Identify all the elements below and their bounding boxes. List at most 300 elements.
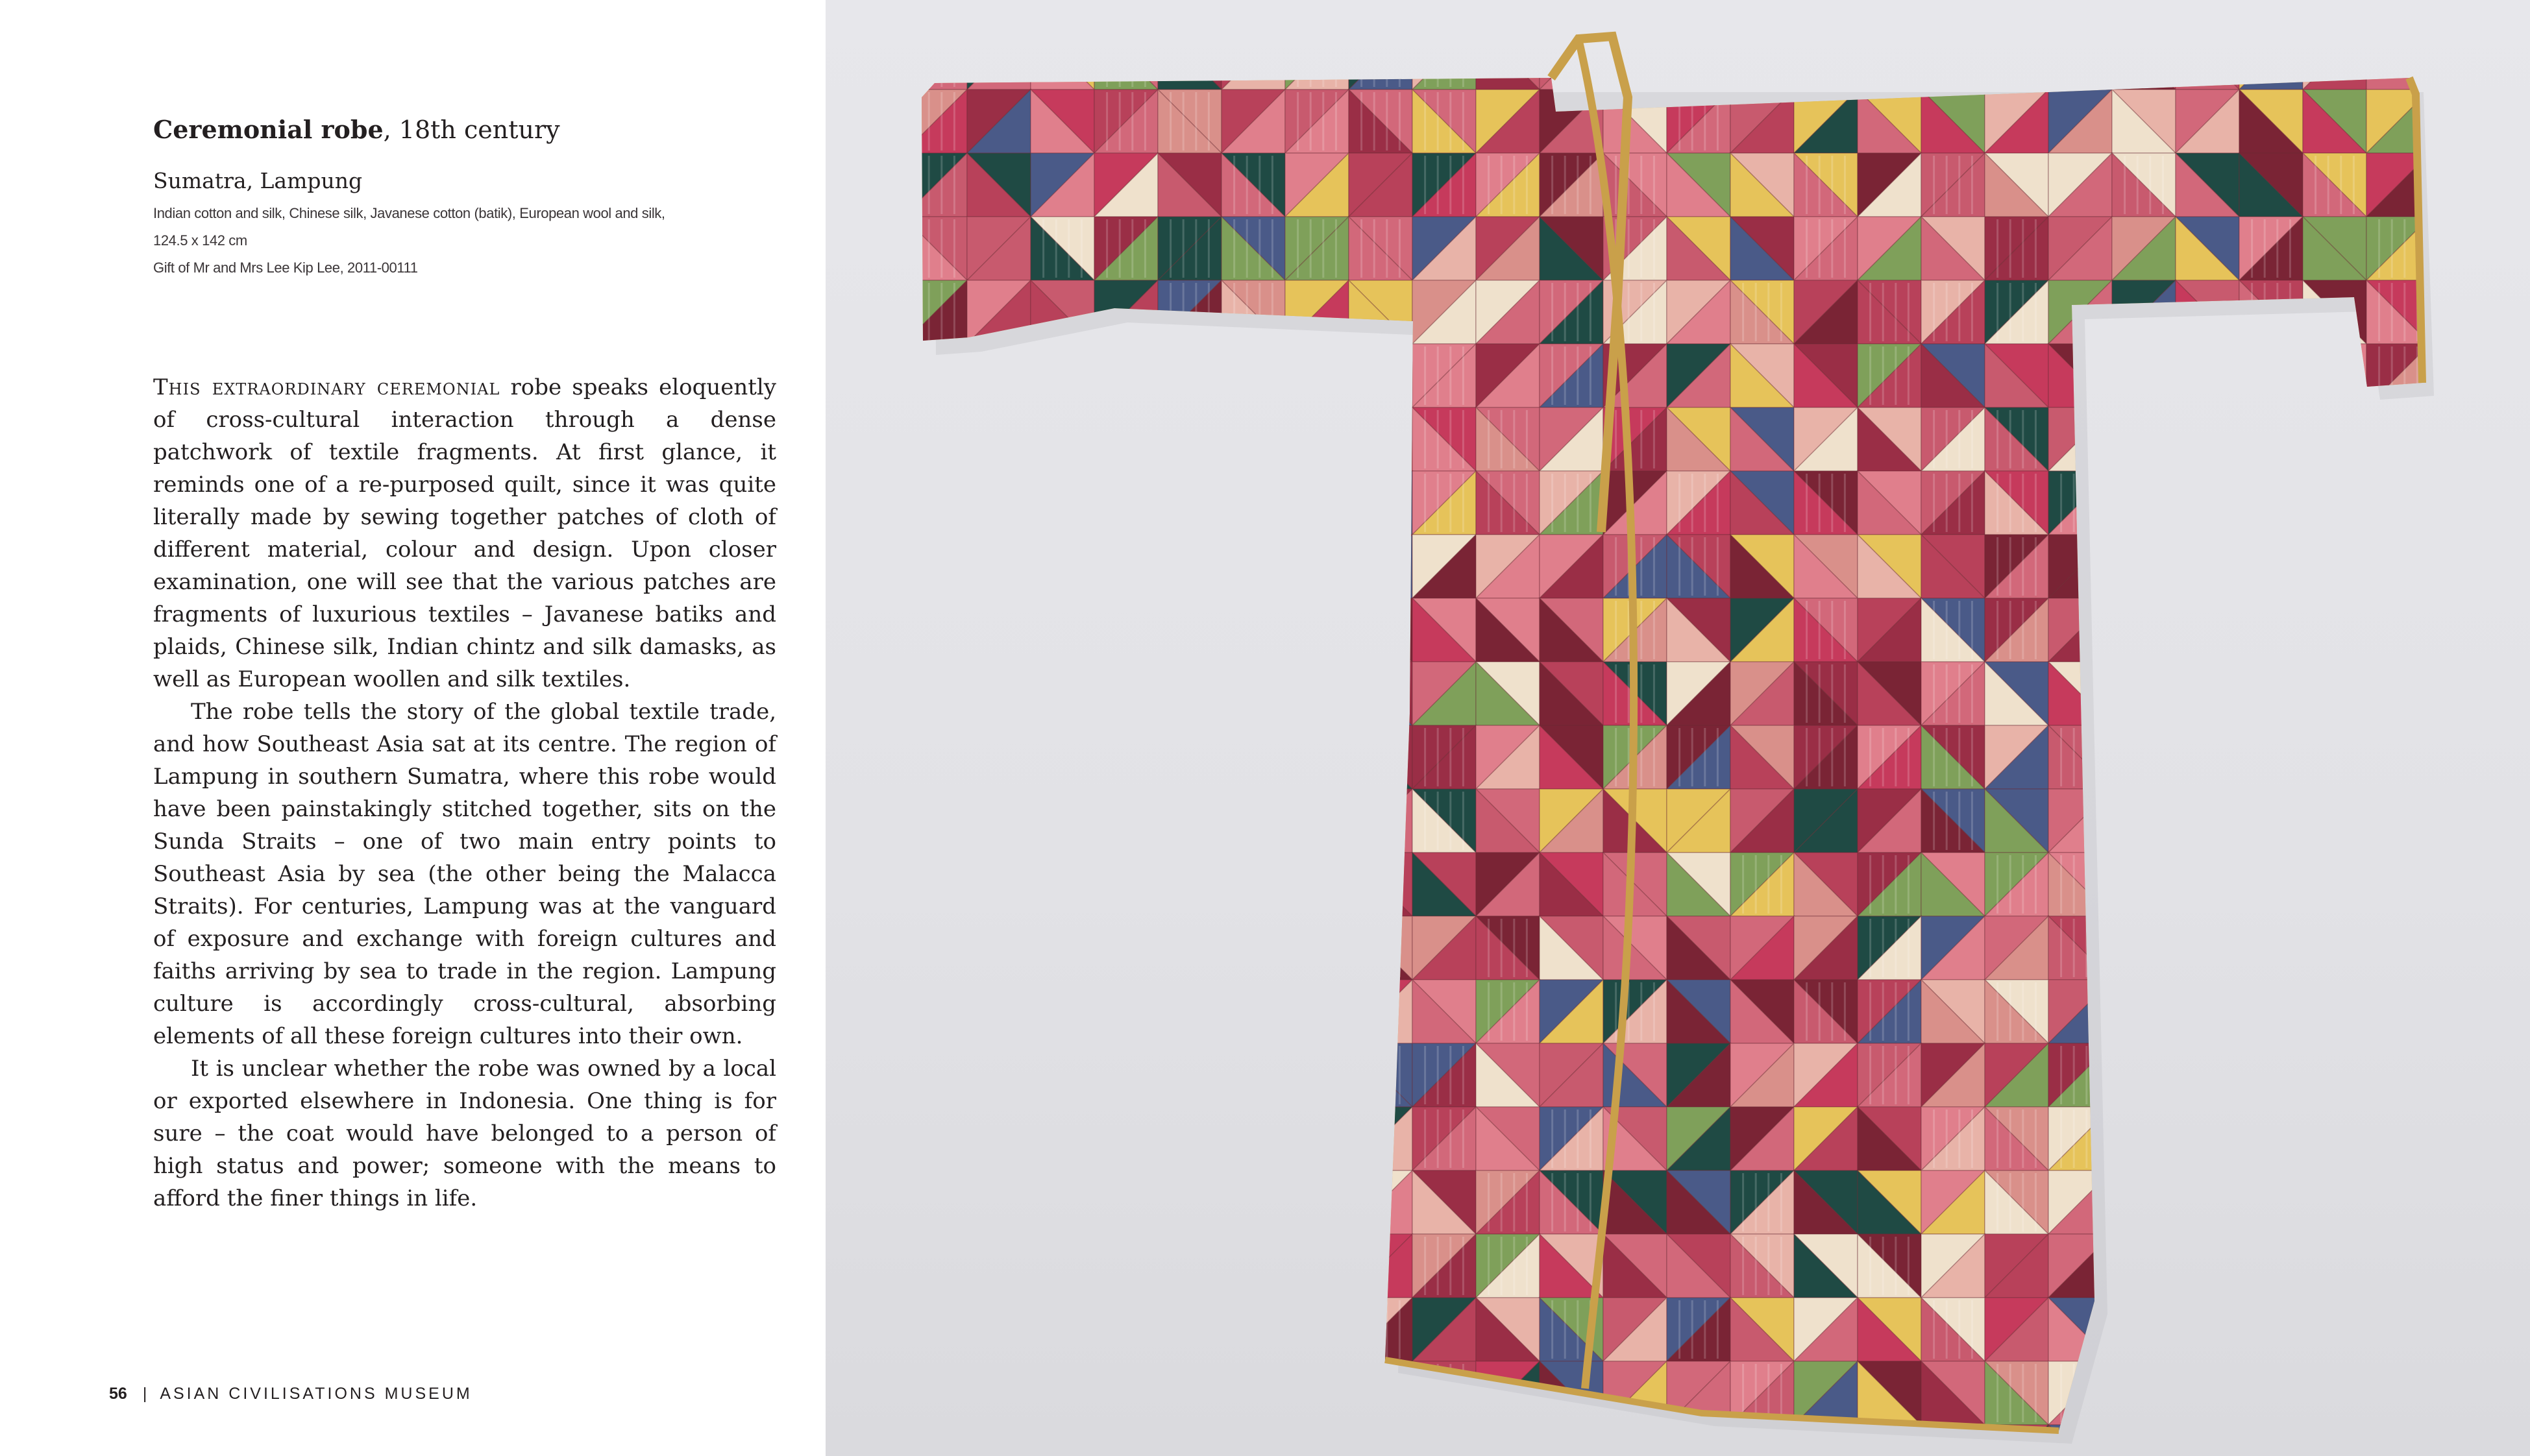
patch-triangle: [2239, 980, 2303, 1043]
patch-triangle: [1222, 853, 1285, 916]
patch-triangle: [2112, 980, 2176, 1043]
patch-triangle: [2176, 1107, 2239, 1171]
patch-triangle: [1222, 789, 1285, 853]
patch-triangle: [1158, 853, 1222, 916]
patch-triangle: [1094, 471, 1158, 535]
patch-triangle: [2239, 407, 2303, 471]
patch-triangle: [967, 1425, 1031, 1456]
patch-triangle: [1285, 471, 1349, 535]
object-caption: [153, 112, 789, 282]
patch-triangle: [2366, 1298, 2430, 1361]
patch-triangle: [2366, 1361, 2430, 1425]
patch-triangle: [2112, 789, 2176, 853]
patch-triangle: [1412, 1425, 1476, 1456]
patch-triangle: [2112, 916, 2176, 980]
patch-triangle: [2176, 1234, 2239, 1298]
patch-triangle: [1031, 853, 1094, 916]
patch-triangle: [2303, 1171, 2366, 1234]
patch-triangle: [1349, 725, 1412, 789]
patch-triangle: [1031, 471, 1094, 535]
patch-triangle: [1094, 662, 1158, 725]
object-title-line: [153, 112, 789, 148]
patch-triangle: [903, 1107, 967, 1171]
patch-triangle: [2112, 725, 2176, 789]
patch-triangle: [903, 1298, 967, 1361]
patch-triangle: [2430, 598, 2494, 662]
patch-triangle: [2112, 662, 2176, 725]
patch-triangle: [2239, 1425, 2303, 1456]
patch-triangle: [1031, 344, 1094, 407]
patch-triangle: [2112, 662, 2176, 725]
patch-triangle: [2303, 344, 2366, 407]
patch-triangle: [2366, 1171, 2430, 1234]
patch-triangle: [2176, 535, 2239, 598]
patch-triangle: [2430, 217, 2494, 280]
patch-triangle: [967, 598, 1031, 662]
patch-triangle: [1031, 1298, 1094, 1361]
patch-triangle: [903, 598, 967, 662]
patch-triangle: [2176, 26, 2239, 90]
patch-triangle: [2430, 789, 2494, 853]
patch-triangle: [1031, 1425, 1094, 1456]
patch-triangle: [1031, 662, 1094, 725]
patch-triangle: [967, 916, 1031, 980]
patch-triangle: [967, 725, 1031, 789]
patch-triangle: [903, 725, 967, 789]
patch-triangle: [1158, 789, 1222, 853]
patch-triangle: [1222, 407, 1285, 471]
patch-triangle: [1285, 662, 1349, 725]
patch-triangle: [1094, 980, 1158, 1043]
patch-triangle: [967, 725, 1031, 789]
patch-triangle: [2303, 471, 2366, 535]
patch-triangle: [1031, 789, 1094, 853]
patch-triangle: [2430, 980, 2494, 1043]
patch-triangle: [2176, 1171, 2239, 1234]
patch-triangle: [1794, 26, 1858, 90]
patch-triangle: [1094, 407, 1158, 471]
patch-triangle: [2176, 789, 2239, 853]
patch-triangle: [2366, 407, 2430, 471]
patch-triangle: [2430, 1171, 2494, 1234]
patch-triangle: [1094, 916, 1158, 980]
object-materials: Indian cotton and silk, Chinese silk, Javanese cotton (batik), European wool and silk,: [153, 205, 665, 221]
patchwork-robe-image: [826, 0, 2530, 1456]
patch-triangle: [1031, 662, 1094, 725]
patch-triangle: [1794, 26, 1858, 90]
patch-triangle: [1094, 535, 1158, 598]
patch-triangle: [1349, 789, 1412, 853]
patch-triangle: [2430, 90, 2494, 153]
patch-triangle: [1222, 535, 1285, 598]
right-page-photo: [826, 0, 2530, 1456]
patch-triangle: [1349, 1298, 1412, 1361]
patch-triangle: [1222, 789, 1285, 853]
patch-triangle: [967, 1234, 1031, 1298]
patch-triangle: [2430, 1107, 2494, 1171]
patch-triangle: [2366, 853, 2430, 916]
patch-triangle: [2366, 980, 2430, 1043]
patch-triangle: [1222, 344, 1285, 407]
patch-triangle: [967, 853, 1031, 916]
patch-triangle: [1094, 1298, 1158, 1361]
patch-triangle: [903, 725, 967, 789]
patch-triangle: [1603, 1425, 1667, 1456]
patch-triangle: [1158, 1425, 1222, 1456]
patch-triangle: [1031, 26, 1094, 90]
patch-triangle: [2239, 344, 2303, 407]
patch-triangle: [2048, 26, 2112, 90]
patch-triangle: [2303, 662, 2366, 725]
patch-triangle: [2366, 1107, 2430, 1171]
patch-triangle: [2430, 535, 2494, 598]
patch-triangle: [2303, 598, 2366, 662]
patch-triangle: [2430, 280, 2494, 344]
patch-triangle: [2430, 1298, 2494, 1361]
patch-triangle: [2303, 471, 2366, 535]
patch-triangle: [2176, 471, 2239, 535]
patch-triangle: [2239, 1043, 2303, 1107]
patch-triangle: [1349, 535, 1412, 598]
patch-triangle: [2303, 1361, 2366, 1425]
patch-triangle: [2112, 535, 2176, 598]
patch-triangle: [2430, 153, 2494, 217]
patch-triangle: [2366, 916, 2430, 980]
patch-triangle: [1031, 853, 1094, 916]
patch-triangle: [1158, 26, 1222, 90]
patch-triangle: [903, 662, 967, 725]
patch-triangle: [2430, 1234, 2494, 1298]
patch-triangle: [2303, 1171, 2366, 1234]
patch-triangle: [967, 471, 1031, 535]
patch-triangle: [1158, 344, 1222, 407]
patch-triangle: [1031, 980, 1094, 1043]
patch-triangle: [1031, 1107, 1094, 1171]
object-credit: Gift of Mr and Mrs Lee Kip Lee, 2011-00111: [153, 260, 418, 276]
patch-triangle: [903, 1043, 967, 1107]
patch-triangle: [2303, 853, 2366, 916]
patch-triangle: [2239, 1107, 2303, 1171]
patch-triangle: [2112, 1107, 2176, 1171]
patch-triangle: [967, 1361, 1031, 1425]
patch-triangle: [2112, 725, 2176, 789]
patch-triangle: [1031, 1298, 1094, 1361]
patch-triangle: [1158, 598, 1222, 662]
patch-triangle: [2303, 980, 2366, 1043]
patch-triangle: [2176, 1361, 2239, 1425]
patch-triangle: [2176, 407, 2239, 471]
object-title: Ceremonial robe: [153, 115, 384, 144]
patch-triangle: [1349, 1425, 1412, 1456]
patch-triangle: [2430, 280, 2494, 344]
patch-triangle: [903, 1043, 967, 1107]
patch-triangle: [1094, 471, 1158, 535]
patch-triangle: [2430, 853, 2494, 916]
patch-triangle: [967, 1043, 1031, 1107]
patch-triangle: [2430, 26, 2494, 90]
patch-triangle: [1285, 598, 1349, 662]
patch-triangle: [1094, 853, 1158, 916]
patch-triangle: [2430, 407, 2494, 471]
patch-triangle: [1222, 344, 1285, 407]
patch-triangle: [2366, 916, 2430, 980]
patch-triangle: [1094, 1171, 1158, 1234]
patch-triangle: [1094, 1234, 1158, 1298]
patch-triangle: [1031, 1171, 1094, 1234]
patch-triangle: [2048, 26, 2112, 90]
patch-triangle: [1094, 1361, 1158, 1425]
patch-triangle: [2366, 471, 2430, 535]
object-place: Sumatra, Lampung: [153, 168, 363, 193]
patch-triangle: [2366, 1425, 2430, 1456]
patch-triangle: [1540, 1425, 1603, 1456]
patch-triangle: [1285, 789, 1349, 853]
patch-triangle: [2366, 471, 2430, 535]
patch-triangle: [1222, 598, 1285, 662]
patch-triangle: [2303, 1107, 2366, 1171]
patch-triangle: [2176, 916, 2239, 980]
patch-triangle: [1031, 1234, 1094, 1298]
patch-triangle: [903, 980, 967, 1043]
patch-triangle: [2366, 535, 2430, 598]
patch-triangle: [903, 407, 967, 471]
patch-triangle: [903, 789, 967, 853]
patch-triangle: [1349, 407, 1412, 471]
patch-triangle: [967, 1043, 1031, 1107]
patch-triangle: [903, 980, 967, 1043]
patch-triangle: [903, 1425, 967, 1456]
patch-triangle: [2430, 1425, 2494, 1456]
patch-triangle: [2239, 26, 2303, 90]
patch-triangle: [1031, 1171, 1094, 1234]
patch-triangle: [2239, 789, 2303, 853]
patch-triangle: [967, 344, 1031, 407]
patch-triangle: [903, 1234, 967, 1298]
patch-triangle: [1285, 1361, 1349, 1425]
patch-triangle: [1158, 1107, 1222, 1171]
patch-triangle: [1094, 662, 1158, 725]
patch-triangle: [1094, 789, 1158, 853]
patch-triangle: [2176, 853, 2239, 916]
patch-triangle: [903, 1298, 967, 1361]
patch-triangle: [2176, 980, 2239, 1043]
patch-triangle: [1158, 662, 1222, 725]
patch-triangle: [1285, 980, 1349, 1043]
patch-triangle: [2112, 789, 2176, 853]
patch-triangle: [2112, 1298, 2176, 1361]
patch-triangle: [2239, 1107, 2303, 1171]
patch-triangle: [2176, 662, 2239, 725]
patch-triangle: [2303, 725, 2366, 789]
patch-triangle: [1094, 1425, 1158, 1456]
patch-triangle: [2303, 1425, 2366, 1456]
patch-triangle: [1349, 598, 1412, 662]
patch-triangle: [1349, 662, 1412, 725]
patch-triangle: [2239, 598, 2303, 662]
patch-triangle: [2430, 980, 2494, 1043]
patch-triangle: [1285, 1234, 1349, 1298]
patch-triangle: [967, 980, 1031, 1043]
patch-triangle: [1031, 725, 1094, 789]
patch-triangle: [2239, 1171, 2303, 1234]
patch-triangle: [1985, 26, 2048, 90]
patch-triangle: [2112, 471, 2176, 535]
patch-triangle: [2303, 26, 2366, 90]
patch-triangle: [1031, 1043, 1094, 1107]
patch-triangle: [2176, 344, 2239, 407]
patch-triangle: [2112, 1107, 2176, 1171]
patch-triangle: [1222, 725, 1285, 789]
patch-triangle: [1031, 535, 1094, 598]
patch-triangle: [2112, 407, 2176, 471]
patch-triangle: [2430, 217, 2494, 280]
patch-triangle: [1222, 407, 1285, 471]
patch-triangle: [1222, 1171, 1285, 1234]
patch-triangle: [2239, 725, 2303, 789]
patch-triangle: [2239, 535, 2303, 598]
patch-triangle: [967, 1171, 1031, 1234]
object-dimensions: 124.5 x 142 cm: [153, 232, 247, 249]
patch-triangle: [2430, 1361, 2494, 1425]
patch-triangle: [1158, 916, 1222, 980]
patch-triangle: [1349, 26, 1412, 90]
patch-triangle: [1158, 1234, 1222, 1298]
patch-triangle: [1222, 1107, 1285, 1171]
patch-triangle: [2366, 26, 2430, 90]
patch-triangle: [903, 535, 967, 598]
patch-triangle: [1349, 789, 1412, 853]
patch-triangle: [1285, 853, 1349, 916]
patch-triangle: [2176, 853, 2239, 916]
patch-triangle: [1094, 1298, 1158, 1361]
patch-triangle: [1158, 1043, 1222, 1107]
patch-triangle: [1985, 26, 2048, 90]
patch-triangle: [1094, 1107, 1158, 1171]
patch-triangle: [2239, 662, 2303, 725]
essay-paragraph-1: [153, 371, 776, 696]
patch-triangle: [1094, 1107, 1158, 1171]
patch-triangle: [903, 471, 967, 535]
patch-triangle: [1158, 598, 1222, 662]
patch-triangle: [2112, 535, 2176, 598]
patch-triangle: [2366, 598, 2430, 662]
patch-triangle: [1222, 26, 1285, 90]
patch-triangle: [1222, 662, 1285, 725]
patch-triangle: [2366, 1234, 2430, 1298]
patch-triangle: [2303, 662, 2366, 725]
patch-triangle: [2303, 789, 2366, 853]
patch-triangle: [2430, 853, 2494, 916]
patch-triangle: [903, 598, 967, 662]
patch-triangle: [967, 26, 1031, 90]
patch-triangle: [2303, 1298, 2366, 1361]
patch-triangle: [2366, 662, 2430, 725]
patch-triangle: [2112, 1234, 2176, 1298]
patch-triangle: [2239, 725, 2303, 789]
patch-triangle: [1349, 598, 1412, 662]
patch-triangle: [903, 662, 967, 725]
patch-triangle: [967, 789, 1031, 853]
patch-triangle: [1158, 1298, 1222, 1361]
patch-triangle: [1285, 1234, 1349, 1298]
patch-triangle: [903, 1361, 967, 1425]
patch-triangle: [967, 853, 1031, 916]
patch-triangle: [967, 1107, 1031, 1171]
patch-triangle: [2239, 1234, 2303, 1298]
patch-triangle: [1285, 1425, 1349, 1456]
patch-triangle: [2176, 662, 2239, 725]
patch-triangle: [2430, 725, 2494, 789]
patch-triangle: [1285, 980, 1349, 1043]
patch-triangle: [1222, 1107, 1285, 1171]
patch-triangle: [1222, 598, 1285, 662]
patch-triangle: [2176, 598, 2239, 662]
patch-triangle: [2112, 1043, 2176, 1107]
patch-triangle: [2176, 1425, 2239, 1456]
patch-triangle: [1222, 980, 1285, 1043]
patch-triangle: [1349, 471, 1412, 535]
patch-triangle: [1858, 26, 1921, 90]
patch-triangle: [2303, 1043, 2366, 1107]
patch-triangle: [1094, 1043, 1158, 1107]
patch-triangle: [903, 1171, 967, 1234]
patch-triangle: [1667, 1425, 1730, 1456]
patch-triangle: [1094, 1171, 1158, 1234]
patch-triangle: [1031, 916, 1094, 980]
patch-triangle: [1412, 1425, 1476, 1456]
patch-triangle: [903, 344, 967, 407]
patch-triangle: [1094, 789, 1158, 853]
patch-triangle: [1222, 1043, 1285, 1107]
patch-triangle: [1285, 1298, 1349, 1361]
patch-triangle: [2176, 471, 2239, 535]
patch-triangle: [2112, 916, 2176, 980]
patch-triangle: [2112, 1361, 2176, 1425]
patch-triangle: [1285, 1043, 1349, 1107]
patch-triangle: [1094, 598, 1158, 662]
patch-triangle: [1158, 407, 1222, 471]
patch-triangle: [2239, 1425, 2303, 1456]
patch-triangle: [2112, 598, 2176, 662]
patch-triangle: [967, 598, 1031, 662]
patch-triangle: [2366, 1234, 2430, 1298]
patch-triangle: [1222, 1298, 1285, 1361]
patch-triangle: [2366, 789, 2430, 853]
patch-triangle: [2239, 1171, 2303, 1234]
patch-triangle: [2366, 1107, 2430, 1171]
patch-triangle: [1158, 916, 1222, 980]
patch-triangle: [2366, 535, 2430, 598]
patch-triangle: [1094, 1361, 1158, 1425]
patch-triangle: [1158, 853, 1222, 916]
patch-triangle: [2303, 980, 2366, 1043]
patch-triangle: [1285, 1043, 1349, 1107]
patch-triangle: [2112, 26, 2176, 90]
patch-triangle: [1222, 980, 1285, 1043]
patch-triangle: [2176, 26, 2239, 90]
patch-triangle: [2366, 725, 2430, 789]
patch-triangle: [2366, 725, 2430, 789]
patch-triangle: [2112, 1361, 2176, 1425]
patch-triangle: [2239, 471, 2303, 535]
patch-triangle: [2239, 853, 2303, 916]
patch-triangle: [2303, 725, 2366, 789]
patch-triangle: [967, 471, 1031, 535]
patch-triangle: [967, 1361, 1031, 1425]
patch-triangle: [1031, 535, 1094, 598]
patch-triangle: [2176, 1234, 2239, 1298]
patch-triangle: [903, 26, 967, 90]
